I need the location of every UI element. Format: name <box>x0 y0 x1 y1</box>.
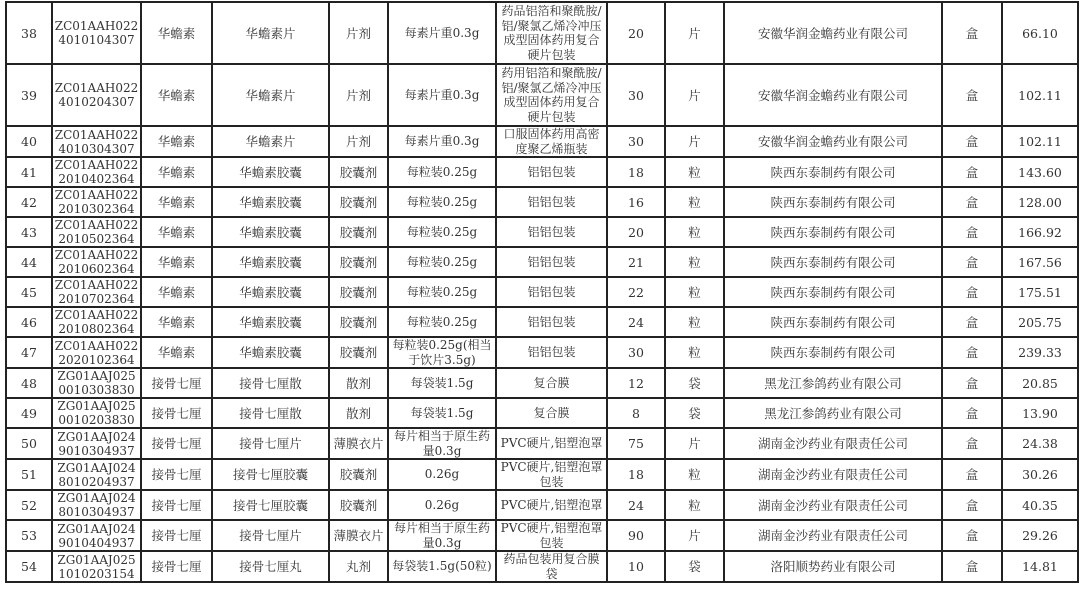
cell-price: 102.11 <box>1002 64 1078 126</box>
cell-pack: 铝铝包装 <box>496 277 607 307</box>
cell-pkg: 盒 <box>942 64 1002 126</box>
cell-generic: 华蟾素 <box>141 157 212 187</box>
cell-price: 167.56 <box>1002 247 1078 277</box>
cell-spec: 每袋装1.5g <box>388 368 496 398</box>
cell-no: 40 <box>6 126 52 157</box>
cell-code: ZC01AAH0222010502364 <box>52 217 141 247</box>
table-row <box>6 64 1078 126</box>
cell-form: 胶囊剂 <box>329 157 388 187</box>
cell-price: 24.38 <box>1002 428 1078 459</box>
cell-company: 陕西东泰制药有限公司 <box>724 247 942 277</box>
table-row <box>6 428 1078 459</box>
cell-name: 华蟾素片 <box>212 2 329 64</box>
cell-unit: 袋 <box>665 398 724 428</box>
table-row <box>6 157 1078 187</box>
cell-price: 30.26 <box>1002 459 1078 490</box>
cell-form: 丸剂 <box>329 551 388 582</box>
cell-no: 45 <box>6 277 52 307</box>
cell-pkg: 盒 <box>942 368 1002 398</box>
cell-unit: 粒 <box>665 490 724 520</box>
cell-qty: 18 <box>607 157 665 187</box>
cell-price: 102.11 <box>1002 126 1078 157</box>
cell-company: 安徽华润金蟾药业有限公司 <box>724 64 942 126</box>
cell-unit: 粒 <box>665 337 724 368</box>
cell-pkg: 盒 <box>942 247 1002 277</box>
cell-unit: 粒 <box>665 217 724 247</box>
cell-form: 胶囊剂 <box>329 217 388 247</box>
cell-code: ZC01AAH0222010302364 <box>52 187 141 217</box>
cell-code: ZC01AAH0222020102364 <box>52 337 141 368</box>
cell-spec: 每素片重0.3g <box>388 2 496 64</box>
cell-pkg: 盒 <box>942 277 1002 307</box>
cell-no: 47 <box>6 337 52 368</box>
cell-pack: 药品铝箔和聚酰胺/铝/聚氯乙烯冷冲压成型固体药用复合硬片包装 <box>496 2 607 64</box>
cell-code: ZG01AAJ0249010304937 <box>52 428 141 459</box>
cell-generic: 接骨七厘 <box>141 368 212 398</box>
cell-price: 66.10 <box>1002 2 1078 64</box>
cell-generic: 华蟾素 <box>141 64 212 126</box>
cell-form: 片剂 <box>329 64 388 126</box>
cell-form: 胶囊剂 <box>329 490 388 520</box>
cell-pack: 口服固体药用高密度聚乙烯瓶装 <box>496 126 607 157</box>
cell-unit: 粒 <box>665 307 724 337</box>
cell-name: 华蟾素胶囊 <box>212 217 329 247</box>
cell-pack: 铝铝包装 <box>496 247 607 277</box>
cell-price: 13.90 <box>1002 398 1078 428</box>
cell-form: 片剂 <box>329 2 388 64</box>
cell-price: 40.35 <box>1002 490 1078 520</box>
cell-form: 胶囊剂 <box>329 337 388 368</box>
cell-code: ZG01AAJ0251010203154 <box>52 551 141 582</box>
cell-name: 华蟾素胶囊 <box>212 337 329 368</box>
cell-qty: 30 <box>607 337 665 368</box>
cell-generic: 接骨七厘 <box>141 490 212 520</box>
table-row <box>6 217 1078 247</box>
cell-price: 166.92 <box>1002 217 1078 247</box>
cell-generic: 接骨七厘 <box>141 459 212 490</box>
cell-pack: PVC硬片,铝塑泡罩 <box>496 490 607 520</box>
cell-name: 接骨七厘胶囊 <box>212 490 329 520</box>
cell-generic: 接骨七厘 <box>141 551 212 582</box>
cell-price: 239.33 <box>1002 337 1078 368</box>
cell-no: 54 <box>6 551 52 582</box>
cell-unit: 片 <box>665 126 724 157</box>
cell-unit: 片 <box>665 428 724 459</box>
cell-spec: 每粒装0.25g <box>388 307 496 337</box>
cell-qty: 10 <box>607 551 665 582</box>
cell-unit: 粒 <box>665 277 724 307</box>
cell-price: 128.00 <box>1002 187 1078 217</box>
cell-qty: 18 <box>607 459 665 490</box>
cell-name: 接骨七厘丸 <box>212 551 329 582</box>
cell-code: ZC01AAH0222010402364 <box>52 157 141 187</box>
cell-no: 52 <box>6 490 52 520</box>
cell-name: 接骨七厘片 <box>212 520 329 551</box>
cell-spec: 每素片重0.3g <box>388 126 496 157</box>
cell-spec: 每粒装0.25g <box>388 247 496 277</box>
cell-spec: 每片相当于原生药量0.3g <box>388 428 496 459</box>
cell-pack: 铝铝包装 <box>496 217 607 247</box>
cell-no: 53 <box>6 520 52 551</box>
cell-spec: 每粒装0.25g <box>388 187 496 217</box>
cell-pack: 药用铝箔和聚酰胺/铝/聚氯乙烯冷冲压成型固体药用复合硬片包装 <box>496 64 607 126</box>
cell-no: 48 <box>6 368 52 398</box>
table-row <box>6 2 1078 64</box>
cell-qty: 30 <box>607 126 665 157</box>
cell-form: 胶囊剂 <box>329 459 388 490</box>
cell-generic: 华蟾素 <box>141 2 212 64</box>
cell-qty: 20 <box>607 217 665 247</box>
cell-code: ZG01AAJ0248010304937 <box>52 490 141 520</box>
cell-no: 51 <box>6 459 52 490</box>
cell-company: 洛阳顺势药业有限公司 <box>724 551 942 582</box>
cell-no: 50 <box>6 428 52 459</box>
cell-code: ZC01AAH0224010204307 <box>52 64 141 126</box>
cell-generic: 华蟾素 <box>141 217 212 247</box>
table-row <box>6 187 1078 217</box>
cell-no: 41 <box>6 157 52 187</box>
cell-unit: 袋 <box>665 368 724 398</box>
cell-spec: 每粒装0.25g <box>388 157 496 187</box>
cell-form: 散剂 <box>329 398 388 428</box>
cell-pack: 药品包装用复合膜袋 <box>496 551 607 582</box>
cell-company: 黑龙江参鸽药业有限公司 <box>724 368 942 398</box>
cell-pkg: 盒 <box>942 217 1002 247</box>
cell-form: 胶囊剂 <box>329 307 388 337</box>
cell-qty: 8 <box>607 398 665 428</box>
cell-name: 华蟾素胶囊 <box>212 157 329 187</box>
cell-company: 湖南金沙药业有限责任公司 <box>724 520 942 551</box>
cell-form: 片剂 <box>329 126 388 157</box>
cell-name: 华蟾素胶囊 <box>212 277 329 307</box>
cell-company: 陕西东泰制药有限公司 <box>724 157 942 187</box>
table-row <box>6 247 1078 277</box>
cell-price: 14.81 <box>1002 551 1078 582</box>
cell-pack: 铝铝包装 <box>496 157 607 187</box>
cell-qty: 20 <box>607 2 665 64</box>
cell-pkg: 盒 <box>942 459 1002 490</box>
cell-no: 49 <box>6 398 52 428</box>
cell-unit: 粒 <box>665 247 724 277</box>
cell-pack: 复合膜 <box>496 398 607 428</box>
cell-name: 接骨七厘散 <box>212 398 329 428</box>
cell-spec: 每粒装0.25g(相当于饮片3.5g) <box>388 337 496 368</box>
cell-qty: 12 <box>607 368 665 398</box>
cell-spec: 0.26g <box>388 459 496 490</box>
cell-qty: 24 <box>607 490 665 520</box>
cell-no: 43 <box>6 217 52 247</box>
cell-spec: 每袋装1.5g <box>388 398 496 428</box>
cell-no: 39 <box>6 64 52 126</box>
cell-pkg: 盒 <box>942 428 1002 459</box>
cell-pack: PVC硬片,铝塑泡罩包装 <box>496 520 607 551</box>
cell-pack: 铝铝包装 <box>496 187 607 217</box>
cell-name: 华蟾素片 <box>212 64 329 126</box>
cell-unit: 片 <box>665 64 724 126</box>
cell-name: 华蟾素片 <box>212 126 329 157</box>
cell-code: ZC01AAH0222010802364 <box>52 307 141 337</box>
cell-no: 42 <box>6 187 52 217</box>
cell-qty: 75 <box>607 428 665 459</box>
table-row <box>6 551 1078 582</box>
cell-pkg: 盒 <box>942 126 1002 157</box>
cell-name: 华蟾素胶囊 <box>212 247 329 277</box>
cell-pkg: 盒 <box>942 551 1002 582</box>
cell-price: 29.26 <box>1002 520 1078 551</box>
cell-code: ZC01AAH0222010702364 <box>52 277 141 307</box>
cell-form: 薄膜衣片 <box>329 520 388 551</box>
cell-unit: 粒 <box>665 187 724 217</box>
cell-code: ZC01AAH0224010304307 <box>52 126 141 157</box>
cell-pack: PVC硬片,铝塑泡罩 <box>496 428 607 459</box>
cell-pkg: 盒 <box>942 307 1002 337</box>
cell-pkg: 盒 <box>942 187 1002 217</box>
table-row <box>6 126 1078 157</box>
cell-qty: 16 <box>607 187 665 217</box>
cell-qty: 24 <box>607 307 665 337</box>
table-row <box>6 459 1078 490</box>
cell-company: 陕西东泰制药有限公司 <box>724 307 942 337</box>
cell-pack: PVC硬片,铝塑泡罩包装 <box>496 459 607 490</box>
cell-form: 散剂 <box>329 368 388 398</box>
cell-no: 44 <box>6 247 52 277</box>
cell-spec: 每粒装0.25g <box>388 217 496 247</box>
cell-company: 湖南金沙药业有限责任公司 <box>724 490 942 520</box>
table-row <box>6 520 1078 551</box>
cell-company: 陕西东泰制药有限公司 <box>724 337 942 368</box>
cell-code: ZG01AAJ0248010204937 <box>52 459 141 490</box>
cell-spec: 每粒装0.25g <box>388 277 496 307</box>
cell-unit: 粒 <box>665 157 724 187</box>
cell-form: 胶囊剂 <box>329 247 388 277</box>
cell-price: 20.85 <box>1002 368 1078 398</box>
cell-unit: 袋 <box>665 551 724 582</box>
cell-pkg: 盒 <box>942 520 1002 551</box>
cell-code: ZG01AAJ0249010404937 <box>52 520 141 551</box>
cell-generic: 华蟾素 <box>141 126 212 157</box>
cell-company: 陕西东泰制药有限公司 <box>724 187 942 217</box>
cell-pack: 铝铝包装 <box>496 307 607 337</box>
cell-form: 胶囊剂 <box>329 277 388 307</box>
cell-qty: 22 <box>607 277 665 307</box>
table-row <box>6 337 1078 368</box>
cell-code: ZG01AAJ0250010203830 <box>52 398 141 428</box>
cell-pkg: 盒 <box>942 2 1002 64</box>
cell-form: 薄膜衣片 <box>329 428 388 459</box>
cell-spec: 每袋装1.5g(50粒) <box>388 551 496 582</box>
table-row <box>6 307 1078 337</box>
cell-company: 安徽华润金蟾药业有限公司 <box>724 2 942 64</box>
cell-qty: 21 <box>607 247 665 277</box>
cell-form: 胶囊剂 <box>329 187 388 217</box>
cell-generic: 接骨七厘 <box>141 520 212 551</box>
cell-generic: 接骨七厘 <box>141 398 212 428</box>
table-row <box>6 277 1078 307</box>
cell-company: 陕西东泰制药有限公司 <box>724 277 942 307</box>
table-row <box>6 490 1078 520</box>
cell-name: 接骨七厘散 <box>212 368 329 398</box>
cell-company: 黑龙江参鸽药业有限公司 <box>724 398 942 428</box>
cell-no: 38 <box>6 2 52 64</box>
cell-spec: 0.26g <box>388 490 496 520</box>
cell-name: 接骨七厘胶囊 <box>212 459 329 490</box>
cell-generic: 华蟾素 <box>141 247 212 277</box>
cell-generic: 华蟾素 <box>141 277 212 307</box>
cell-unit: 粒 <box>665 459 724 490</box>
cell-generic: 华蟾素 <box>141 307 212 337</box>
cell-pack: 铝铝包装 <box>496 337 607 368</box>
cell-unit: 片 <box>665 520 724 551</box>
cell-name: 接骨七厘片 <box>212 428 329 459</box>
cell-spec: 每片相当于原生药量0.3g <box>388 520 496 551</box>
cell-pkg: 盒 <box>942 398 1002 428</box>
cell-qty: 90 <box>607 520 665 551</box>
cell-name: 华蟾素胶囊 <box>212 307 329 337</box>
table-row <box>6 398 1078 428</box>
table-row <box>6 368 1078 398</box>
cell-pkg: 盒 <box>942 490 1002 520</box>
cell-code: ZG01AAJ0250010303830 <box>52 368 141 398</box>
cell-generic: 华蟾素 <box>141 337 212 368</box>
cell-pkg: 盒 <box>942 337 1002 368</box>
cell-price: 175.51 <box>1002 277 1078 307</box>
cell-qty: 30 <box>607 64 665 126</box>
cell-unit: 片 <box>665 2 724 64</box>
cell-pack: 复合膜 <box>496 368 607 398</box>
cell-company: 湖南金沙药业有限责任公司 <box>724 428 942 459</box>
cell-spec: 每素片重0.3g <box>388 64 496 126</box>
cell-no: 46 <box>6 307 52 337</box>
cell-company: 安徽华润金蟾药业有限公司 <box>724 126 942 157</box>
cell-generic: 华蟾素 <box>141 187 212 217</box>
cell-code: ZC01AAH0222010602364 <box>52 247 141 277</box>
drug-price-table <box>5 1 1079 583</box>
cell-pkg: 盒 <box>942 157 1002 187</box>
cell-generic: 接骨七厘 <box>141 428 212 459</box>
cell-company: 陕西东泰制药有限公司 <box>724 217 942 247</box>
cell-code: ZC01AAH0224010104307 <box>52 2 141 64</box>
cell-name: 华蟾素胶囊 <box>212 187 329 217</box>
cell-price: 205.75 <box>1002 307 1078 337</box>
cell-price: 143.60 <box>1002 157 1078 187</box>
cell-company: 湖南金沙药业有限责任公司 <box>724 459 942 490</box>
